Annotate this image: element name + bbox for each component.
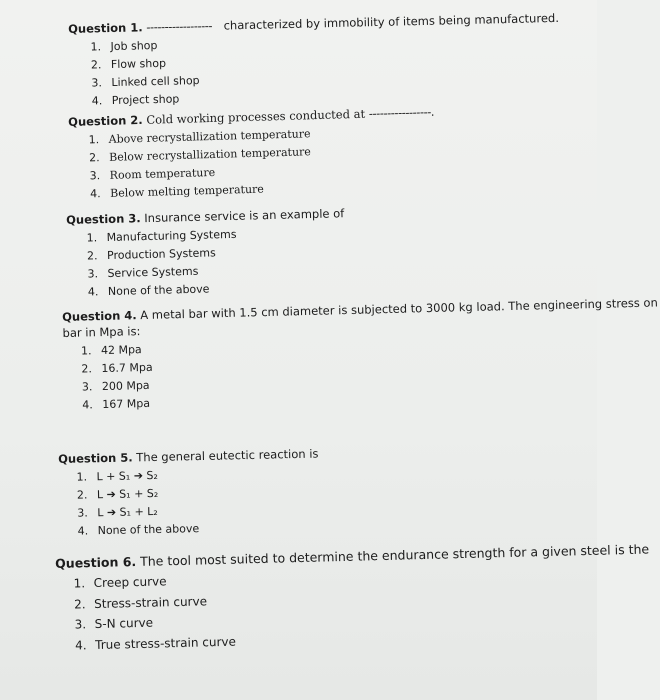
option: 1. Manufacturing Systems: [86, 227, 237, 245]
question-label: Question 5.: [58, 450, 133, 466]
options-list: [76, 464, 320, 541]
option: 3. L ➔ S₁ + L₂: [77, 504, 158, 520]
option: 3. S-N curve: [74, 615, 154, 632]
question-label: Question 2.: [68, 112, 143, 129]
question-text: A metal bar with 1.5 cm diameter is subjected to 3000 kg load. The engineering stress on: [140, 295, 658, 323]
option: 1. Job shop: [90, 38, 158, 54]
option: 3. Service Systems: [87, 264, 199, 281]
option: 2. 16.7 Mpa: [81, 360, 153, 376]
question-text: characterized by immobility of items being manufactured.: [223, 10, 560, 33]
question-1: [68, 11, 561, 111]
question-3: [66, 206, 346, 302]
question-label: Question 1.: [68, 20, 143, 36]
question-text: Cold working processes conducted at: [146, 106, 366, 127]
options-list: [86, 223, 346, 301]
option: 2. Production Systems: [86, 246, 216, 263]
answer-blank: ------------------: [146, 18, 213, 35]
question-text: The tool most suited to determine the endurance strength for a given steel is the: [139, 541, 650, 569]
options-list: [73, 559, 651, 655]
question-text: The general eutectic reaction is: [136, 446, 319, 465]
options-list: [81, 328, 660, 414]
question-5: [58, 447, 320, 541]
option: 1. 42 Mpa: [80, 343, 142, 358]
option: 4. None of the above: [77, 522, 200, 538]
option: 2. Stress-strain curve: [74, 593, 208, 612]
option: 2. Below recrystallization temperature: [89, 145, 312, 165]
option: 3. Room temperature: [89, 165, 216, 183]
option: 4. True stress-strain curve: [75, 634, 237, 653]
answer-blank: -----------------.: [368, 104, 435, 121]
option: 2. Flow shop: [90, 56, 167, 72]
question-2: [68, 105, 436, 204]
option: 1. L + S₁ ➔ S₂: [76, 468, 158, 484]
question-5-title: [58, 447, 319, 466]
question-text: Insurance service is an example of: [144, 206, 345, 226]
option: 4. Below melting temperature: [90, 182, 264, 201]
question-label: Question 4.: [62, 308, 137, 324]
question-label: Question 3.: [66, 211, 141, 227]
option: 3. 200 Mpa: [81, 378, 150, 394]
option: 4. None of the above: [87, 282, 210, 299]
option: 2. L ➔ S₁ + S₂: [76, 486, 159, 502]
option: 3. Linked cell shop: [91, 74, 200, 90]
options-list: [88, 122, 436, 204]
question-label: Question 6.: [55, 554, 137, 571]
question-6: [55, 541, 651, 655]
option: 4. Project shop: [91, 92, 180, 108]
option: 1. Creep curve: [73, 574, 167, 591]
option: 4. 167 Mpa: [82, 396, 151, 412]
question-text-continued: bar in Mpa is:: [62, 324, 141, 340]
options-list: [90, 28, 560, 111]
option: 1. Above recrystallization temperature: [88, 127, 311, 147]
question-4: [62, 295, 660, 415]
